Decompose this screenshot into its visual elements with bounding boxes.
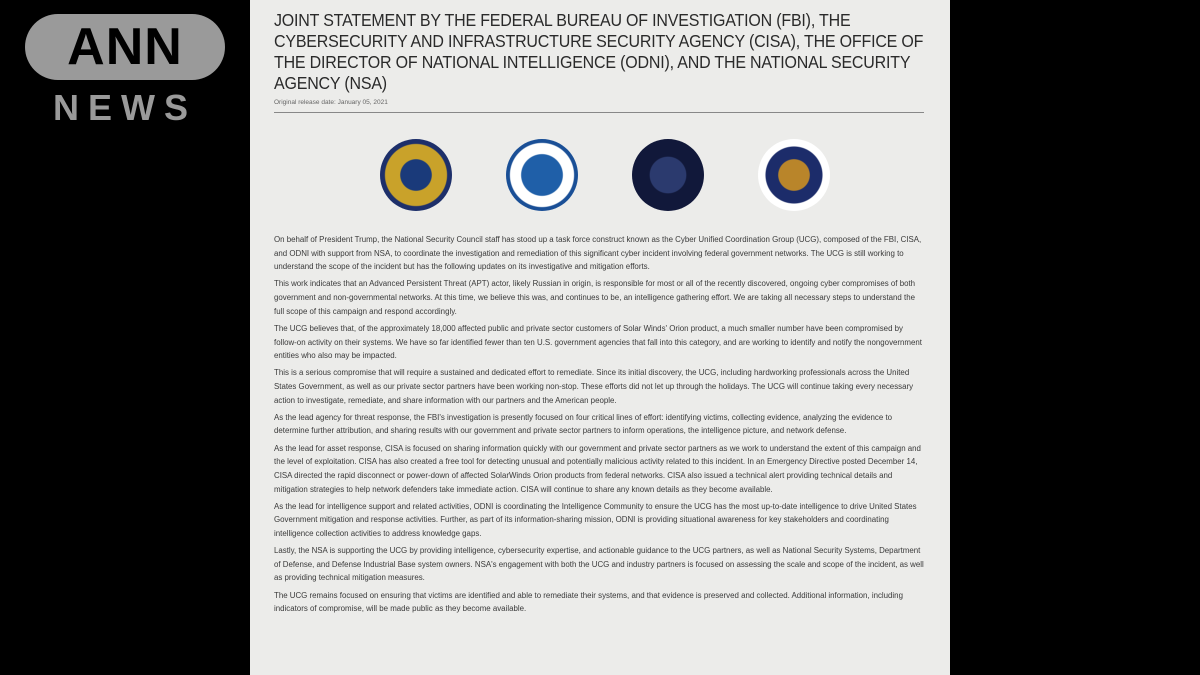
statement-document — [250, 0, 950, 675]
ann-logo-mark: ANN — [25, 14, 225, 80]
cisa-seal-icon — [506, 139, 578, 211]
paragraph: This work indicates that an Advanced Persistent Threat (APT) actor, likely Russian in origin, is responsible for most or all of the recently discovered, ongoing cyber compromises of both government and non-governmental networks. At this time, we believe this was, and continues to be, an intelligence gathering effort. We are taking all necessary steps to understand the full scope of this campaign and respond accordingly. — [274, 279, 916, 316]
news-logo-text: NEWS — [53, 87, 197, 128]
ann-news-logo — [25, 14, 225, 128]
paragraph: As the lead for asset response, CISA is focused on sharing information quickly with our government and private sector partners as we work to understand the extent of this campaign and the level of exploitation. CISA has also created a free tool for detecting unusual and potentially malicious activity related to this incident. In an Emergency Directive posted December 14, CISA directed the rapid disconnect or power-down of affected SolarWinds Orion products from federal networks. CISA also issued a technical alert providing technical details and mitigation strategies to help network defenders take immediate action. CISA will continue to share any known details as they become available. — [274, 443, 921, 494]
paragraph: The UCG believes that, of the approximately 18,000 affected public and private sector customers of Solar Winds' Orion product, a much smaller number have been compromised by follow-on activity on their systems. We have so far identified fewer than ten U.S. government agencies that fall into this category, and are working to identify and notify the nongovernment entities who also may be impacted. — [274, 323, 922, 361]
page-title: JOINT STATEMENT BY THE FEDERAL BUREAU OF INVESTIGATION (FBI), THE CYBERSECURITY AND INFRASTRUCTURE SECURITY AGENCY (CISA), THE OFFICE OF THE DIRECTOR OF NATIONAL INTELLIGENCE (ODNI), AND THE NATIONAL SECURITY AGENCY (NSA) — [274, 10, 924, 93]
paragraph: Lastly, the NSA is supporting the UCG by providing intelligence, cybersecurity expertise, and actionable guidance to the UCG partners, as well as National Security Systems, Department of Defense, and Defense Industrial Base system owners. NSA's engagement with both the UCG and industry partners is focused on assessing the scale and scope of the incident, as well as providing technical mitigation measures. — [274, 546, 924, 583]
paragraph: On behalf of President Trump, the National Security Council staff has stood up a task force construct known as the Cyber Unified Coordination Group (UCG), composed of the FBI, CISA, and ODNI with support from NSA, to coordinate the investigation and remediation of this significant cyber incident involving federal government networks. The UCG is still working to understand the scope of the incident but has the following updates on its investigative and mitigation efforts. — [274, 235, 922, 272]
paragraph: As the lead agency for threat response, the FBI's investigation is presently focused on four critical lines of effort: identifying victims, collecting evidence, analyzing the evidence to determine further attribution, and sharing results with our government and private sector partners to inform operations, the intelligence picture, and network defense. — [274, 412, 893, 436]
paragraph: The UCG remains focused on ensuring that victims are identified and able to remediate their systems, and that evidence is preserved and collected. Additional information, including indicators of compromise, will be made public as they become available. — [274, 590, 903, 614]
paragraph: As the lead for intelligence support and related activities, ODNI is coordinating the Intelligence Community to ensure the UCG has the most up-to-date intelligence to drive United States Government mitigation and response activities. Further, as part of its information-sharing mission, ODNI is providing situational awareness for key stakeholders and coordinating intelligence collection activities to address knowledge gaps. — [274, 501, 917, 538]
agency-seals — [286, 139, 924, 211]
release-date: Original release date: January 05, 2021 — [274, 99, 924, 113]
paragraph: This is a serious compromise that will require a sustained and dedicated effort to remediate. Since its initial discovery, the UCG, including hardworking professionals across the United States Government, as well as our private sector partners have been working non-stop. These efforts did not let up through the holidays. The UCG will continue taking every necessary action to investigate, remediate, and share information with our partners and the American people. — [274, 368, 914, 405]
odni-seal-icon — [632, 139, 704, 211]
statement-body — [274, 233, 924, 616]
fbi-seal-icon — [380, 139, 452, 211]
nsa-seal-icon — [758, 139, 830, 211]
